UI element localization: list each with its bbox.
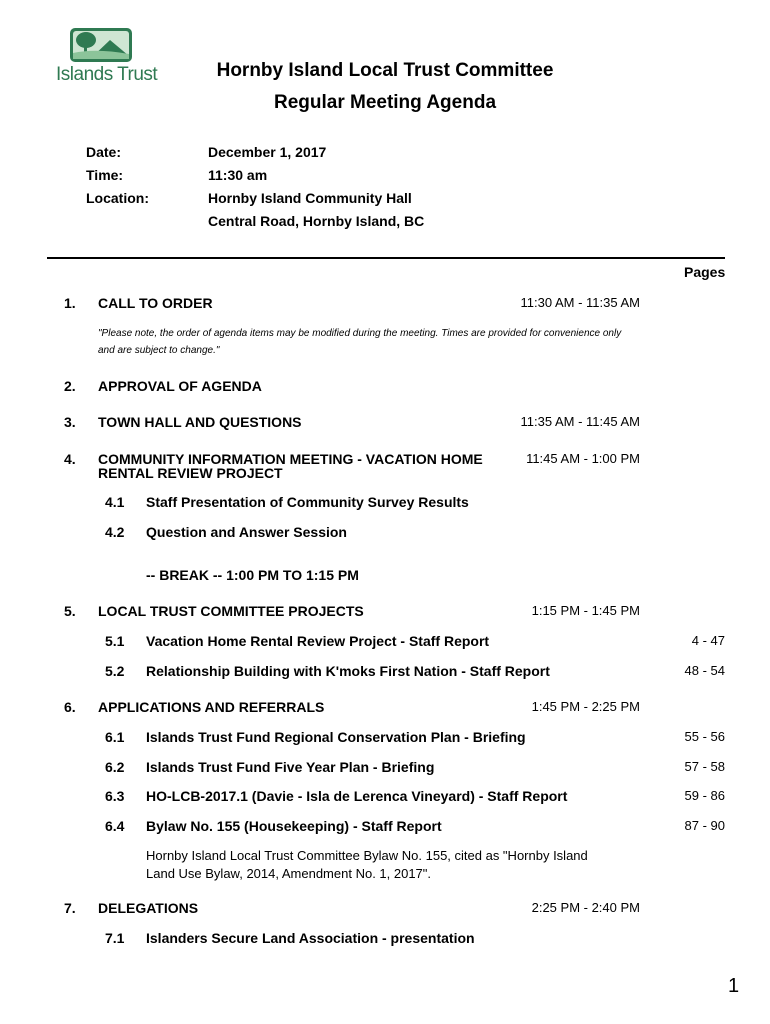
subitem-pages: 57 - 58 [684,759,725,774]
item-title: TOWN HALL AND QUESTIONS [98,414,302,430]
subitem-number: 5.1 [105,633,125,649]
subitem-title: Staff Presentation of Community Survey Results [146,494,469,510]
subitem-number: 6.2 [105,759,125,775]
subitem-number: 5.2 [105,663,125,679]
subitem-title: Islanders Secure Land Association - presentation [146,930,475,946]
subitem-title: HO-LCB-2017.1 (Davie - Isla de Lerenca Vineyard) - Staff Report [146,788,568,804]
item-number: 2. [64,378,76,394]
subitem-description: Land Use Bylaw, 2014, Amendment No. 1, 2017". [146,866,432,881]
subitem-number: 6.3 [105,788,125,804]
page-number: 1 [728,975,740,997]
subitem-title: Question and Answer Session [146,524,347,540]
item-number: 7. [64,900,76,916]
document-subtitle: Regular Meeting Agenda [273,92,497,113]
subitem-pages: 55 - 56 [684,729,725,744]
pages-heading: Pages [684,264,726,280]
subitem-pages: 48 - 54 [684,663,725,678]
item-time: 11:35 AM - 11:45 AM [520,414,640,429]
subitem-number: 4.1 [105,494,125,510]
subitem-pages: 4 - 47 [691,633,725,648]
subitem-number: 6.4 [105,818,125,834]
item-time: 1:15 PM - 1:45 PM [531,603,640,618]
subitem-title: Bylaw No. 155 (Housekeeping) - Staff Report [146,818,442,834]
subitem-pages: 59 - 86 [684,788,725,803]
subitem-number: 6.1 [105,729,125,745]
agenda-note: "Please note, the order of agenda items may be modified during the meeting. Times are provided for convenience only [98,328,622,339]
location-line-2: Central Road, Hornby Island, BC [208,213,425,229]
logo-wordmark: Islands Trust [56,64,158,85]
subitem-number: 7.1 [105,930,125,946]
subitem-title: Islands Trust Fund Five Year Plan - Briefing [146,759,435,775]
item-number: 3. [64,414,76,430]
item-title: CALL TO ORDER [98,295,213,311]
item-number: 4. [64,451,76,467]
time-value: 11:30 am [208,167,268,183]
subitem-number: 4.2 [105,524,125,540]
subitem-title: Relationship Building with K'moks First Nation - Staff Report [146,663,550,679]
time-label: Time: [86,167,124,183]
document-title: Hornby Island Local Trust Committee [216,60,554,81]
item-number: 6. [64,699,76,715]
item-title: APPROVAL OF AGENDA [98,378,262,394]
item-number: 1. [64,295,76,311]
location-label: Location: [86,190,149,206]
date-value: December 1, 2017 [208,144,327,160]
subitem-description: Hornby Island Local Trust Committee Bylaw No. 155, cited as "Hornby Island [146,848,588,863]
item-title: RENTAL REVIEW PROJECT [98,465,283,481]
item-number: 5. [64,603,76,619]
item-time: 11:45 AM - 1:00 PM [526,451,640,466]
item-time: 11:30 AM - 11:35 AM [520,295,640,310]
date-label: Date: [86,144,122,160]
location-line-1: Hornby Island Community Hall [208,190,412,206]
subitem-pages: 87 - 90 [684,818,725,833]
item-title: DELEGATIONS [98,900,199,916]
item-title: APPLICATIONS AND REFERRALS [98,699,325,715]
item-time: 2:25 PM - 2:40 PM [531,900,640,915]
subitem-title: Vacation Home Rental Review Project - Staff Report [146,633,490,649]
item-title: LOCAL TRUST COMMITTEE PROJECTS [98,603,364,619]
subitem-title: Islands Trust Fund Regional Conservation Plan - Briefing [146,729,526,745]
break-notice: -- BREAK -- 1:00 PM TO 1:15 PM [146,567,359,583]
item-title: COMMUNITY INFORMATION MEETING - VACATION HOME [98,451,483,467]
item-time: 1:45 PM - 2:25 PM [531,699,640,714]
divider [47,257,725,259]
agenda-note: and are subject to change." [98,345,220,356]
